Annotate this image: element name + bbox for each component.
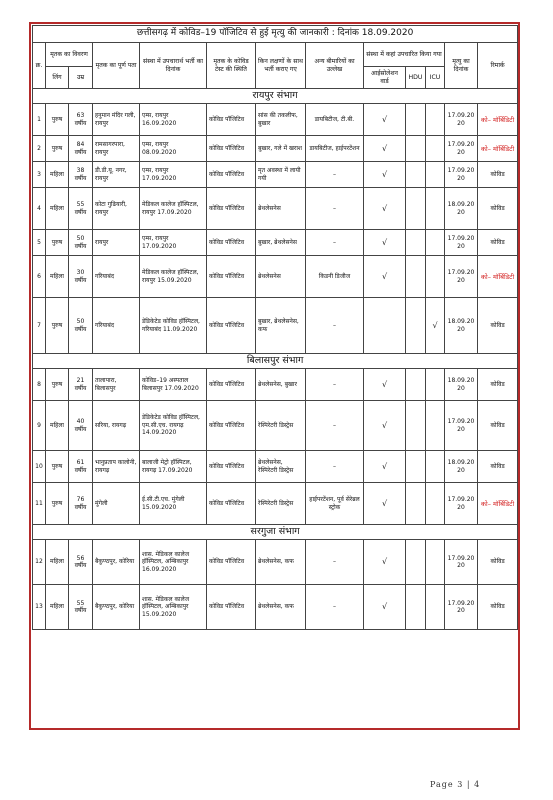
- row-isolation: √: [364, 401, 406, 451]
- row-remark: को– मॉर्बिडिटी: [478, 136, 518, 162]
- row-remark: कोविड: [478, 230, 518, 256]
- division-heading: बिलासपुर संभाग: [33, 354, 518, 369]
- row-address: बैकुण्ठपुर, कोरिया: [93, 585, 140, 630]
- row-test-status: कोविड पॉजिटिव: [207, 401, 256, 451]
- row-isolation: √: [364, 188, 406, 230]
- row-icu: [426, 162, 445, 188]
- row-icu: [426, 136, 445, 162]
- row-isolation: √: [364, 540, 406, 585]
- header-deceased-details: मृतक का विवरण: [46, 43, 93, 67]
- row-remark: कोविड: [478, 585, 518, 630]
- row-symptoms: रेस्पिरेटरी डिस्ट्रेस: [256, 401, 306, 451]
- row-hdu: [406, 540, 426, 585]
- row-icu: [426, 451, 445, 483]
- row-hdu: [406, 136, 426, 162]
- header-hdu: HDU: [406, 67, 426, 89]
- row-address: गरियाबंद: [93, 298, 140, 354]
- row-test-status: कोविड पॉजिटिव: [207, 256, 256, 298]
- row-remark: कोविड: [478, 188, 518, 230]
- row-admit-date: कोविड–19 अस्पताल बिलासपुर 17.09.2020: [140, 369, 207, 401]
- row-admit-date: बालाजी मेट्रो हॉस्पिटल, रायगढ़ 17.09.2020: [140, 451, 207, 483]
- row-symptoms: बुखार, ब्रेथलेसनेस: [256, 230, 306, 256]
- table-row: [33, 104, 518, 136]
- row-admit-date: एम्स, रायपुर 17.09.2020: [140, 230, 207, 256]
- table-row: [33, 162, 518, 188]
- covid-death-table: [32, 25, 518, 630]
- row-age: 61 वर्षीय: [69, 451, 93, 483]
- header-icu: ICU: [426, 67, 445, 89]
- row-isolation: √: [364, 369, 406, 401]
- row-sno: 11: [33, 483, 46, 525]
- row-other-diseases: –: [306, 540, 364, 585]
- division-heading: सरगुजा संभाग: [33, 525, 518, 540]
- row-admit-date: एम्स, रायपुर 17.09.2020: [140, 162, 207, 188]
- table-row: [33, 188, 518, 230]
- row-isolation: √: [364, 585, 406, 630]
- row-age: 50 वर्षीय: [69, 298, 93, 354]
- row-test-status: कोविड पॉजिटिव: [207, 585, 256, 630]
- row-sno: 9: [33, 401, 46, 451]
- row-age: 84 वर्षीय: [69, 136, 93, 162]
- row-address: सरिया, रायगढ़: [93, 401, 140, 451]
- row-other-diseases: हाईपरटेंशन, पूर्व सेरेब्रल स्ट्रोक: [306, 483, 364, 525]
- row-sno: 3: [33, 162, 46, 188]
- row-death-date: 17.09.2020: [445, 256, 478, 298]
- row-icu: [426, 540, 445, 585]
- row-gender: पुरुष: [46, 136, 69, 162]
- row-remark: को– मॉर्बिडिटी: [478, 483, 518, 525]
- row-remark: को– मॉर्बिडिटी: [478, 104, 518, 136]
- row-admit-date: डेडिकेटेड कोविड हॉस्पिटल, गरियाबंद 11.09.2020: [140, 298, 207, 354]
- row-gender: महिला: [46, 401, 69, 451]
- row-admit-date: एम्स, रायपुर 08.09.2020: [140, 136, 207, 162]
- header-symptoms: किन लक्षणों के साथ भर्ती कराए गए: [256, 43, 306, 89]
- row-remark: कोविड: [478, 369, 518, 401]
- row-sno: 6: [33, 256, 46, 298]
- row-isolation: √: [364, 451, 406, 483]
- row-address: रामसागरपारा, रायपुर: [93, 136, 140, 162]
- row-symptoms: ब्रेथलेसनेस: [256, 188, 306, 230]
- row-symptoms: सांस की तकलीफ, बुखार: [256, 104, 306, 136]
- row-other-diseases: डायबिटीज, हाईपरटेंशन: [306, 136, 364, 162]
- row-age: 56 वर्षीय: [69, 540, 93, 585]
- row-symptoms: रेस्पिरेटरी डिस्ट्रेस: [256, 483, 306, 525]
- table-row: [33, 401, 518, 451]
- row-gender: पुरुष: [46, 369, 69, 401]
- row-hdu: [406, 188, 426, 230]
- row-address: हनुमान मंदिर गली, रायपुर: [93, 104, 140, 136]
- row-death-date: 17.09.2020: [445, 540, 478, 585]
- row-test-status: कोविड पॉजिटिव: [207, 104, 256, 136]
- row-gender: पुरुष: [46, 451, 69, 483]
- row-hdu: [406, 104, 426, 136]
- table-row: [33, 483, 518, 525]
- row-hdu: [406, 298, 426, 354]
- row-age: 30 वर्षीय: [69, 256, 93, 298]
- row-other-diseases: –: [306, 401, 364, 451]
- row-symptoms: ब्रेथलेसनेस, कफ: [256, 540, 306, 585]
- row-icu: [426, 256, 445, 298]
- row-death-date: 18.09.2020: [445, 298, 478, 354]
- row-other-diseases: –: [306, 162, 364, 188]
- row-other-diseases: –: [306, 298, 364, 354]
- row-sno: 10: [33, 451, 46, 483]
- row-death-date: 17.09.2020: [445, 585, 478, 630]
- row-symptoms: ब्रेथलेसनेस, रेस्पिरेटरी डिस्ट्रेस: [256, 451, 306, 483]
- row-admit-date: शास. मेडिकल कालेज हॉस्पिटल, अम्बिकापुर 15.09.2020: [140, 585, 207, 630]
- header-sno: क्र.: [33, 43, 46, 89]
- row-death-date: 17.09.2020: [445, 104, 478, 136]
- row-gender: पुरुष: [46, 104, 69, 136]
- row-address: कोटा गुढियारी, रायपुर: [93, 188, 140, 230]
- row-gender: पुरुष: [46, 298, 69, 354]
- row-death-date: 17.09.2020: [445, 136, 478, 162]
- row-test-status: कोविड पॉजिटिव: [207, 162, 256, 188]
- row-gender: महिला: [46, 162, 69, 188]
- row-sno: 12: [33, 540, 46, 585]
- row-age: 38 वर्षीय: [69, 162, 93, 188]
- row-address: डी.डी.यू. नगर, रायपुर: [93, 162, 140, 188]
- row-age: 76 वर्षीय: [69, 483, 93, 525]
- row-sno: 4: [33, 188, 46, 230]
- row-other-diseases: डायबिटीज, टी.बी.: [306, 104, 364, 136]
- row-age: 40 वर्षीय: [69, 401, 93, 451]
- table-row: [33, 451, 518, 483]
- row-address: भानुप्रताप कालोनी, रायगढ़: [93, 451, 140, 483]
- row-icu: [426, 188, 445, 230]
- table-row: [33, 256, 518, 298]
- row-age: 63 वर्षीय: [69, 104, 93, 136]
- row-address: मुंगेली: [93, 483, 140, 525]
- row-test-status: कोविड पॉजिटिव: [207, 188, 256, 230]
- row-age: 55 वर्षीय: [69, 188, 93, 230]
- row-death-date: 17.09.2020: [445, 162, 478, 188]
- row-test-status: कोविड पॉजिटिव: [207, 369, 256, 401]
- table-row: [33, 136, 518, 162]
- table-row: [33, 540, 518, 585]
- row-icu: [426, 104, 445, 136]
- row-address: बैकुण्ठपुर, कोरिया: [93, 540, 140, 585]
- row-gender: महिला: [46, 188, 69, 230]
- row-address: तालापारा, बिलासपुर: [93, 369, 140, 401]
- header-isolation: आईसोलेशन वार्ड: [364, 67, 406, 89]
- row-other-diseases: –: [306, 451, 364, 483]
- row-address: रायपुर: [93, 230, 140, 256]
- row-test-status: कोविड पॉजिटिव: [207, 136, 256, 162]
- row-test-status: कोविड पॉजिटिव: [207, 230, 256, 256]
- row-icu: [426, 401, 445, 451]
- header-gender: लिंग: [46, 67, 69, 89]
- row-sno: 5: [33, 230, 46, 256]
- row-symptoms: ब्रेथलेसनेस: [256, 256, 306, 298]
- row-hdu: [406, 401, 426, 451]
- header-address: मृतक का पूर्ण पता: [93, 43, 140, 89]
- row-gender: पुरुष: [46, 230, 69, 256]
- row-icu: [426, 369, 445, 401]
- row-age: 55 वर्षीय: [69, 585, 93, 630]
- row-admit-date: ई.सी.टी.एच. मुंगेली 15.09.2020: [140, 483, 207, 525]
- table-row: [33, 230, 518, 256]
- row-other-diseases: किडनी डिजीज: [306, 256, 364, 298]
- row-age: 50 वर्षीय: [69, 230, 93, 256]
- row-other-diseases: –: [306, 230, 364, 256]
- row-hdu: [406, 585, 426, 630]
- header-death-date: मृत्यु का दिनांक: [445, 43, 478, 89]
- row-symptoms: बुखार, गले में खराश: [256, 136, 306, 162]
- row-sno: 7: [33, 298, 46, 354]
- row-icu: [426, 483, 445, 525]
- row-death-date: 18.09.2020: [445, 369, 478, 401]
- row-remark: कोविड: [478, 451, 518, 483]
- header-admit-date: संस्था में उपचारार्थ भर्ती का दिनांक: [140, 43, 207, 89]
- row-remark: को– मॉर्बिडिटी: [478, 256, 518, 298]
- row-address: गरियाबंद: [93, 256, 140, 298]
- header-treatment: संस्था में कहां उपचारित किया गया: [364, 43, 445, 67]
- row-hdu: [406, 451, 426, 483]
- row-sno: 1: [33, 104, 46, 136]
- table-row: [33, 369, 518, 401]
- header-age: उम्र: [69, 67, 93, 89]
- row-remark: कोविड: [478, 540, 518, 585]
- row-death-date: 17.09.2020: [445, 230, 478, 256]
- division-heading: रायपुर संभाग: [33, 89, 518, 104]
- row-test-status: कोविड पॉजिटिव: [207, 483, 256, 525]
- row-other-diseases: –: [306, 585, 364, 630]
- row-symptoms: बुखार, ब्रेथलेसनेस, कफ: [256, 298, 306, 354]
- row-icu: [426, 230, 445, 256]
- row-hdu: [406, 162, 426, 188]
- row-death-date: 18.09.2020: [445, 188, 478, 230]
- row-isolation: [364, 298, 406, 354]
- row-gender: पुरुष: [46, 483, 69, 525]
- row-symptoms: मृत अवस्था में लायी गयी: [256, 162, 306, 188]
- row-gender: महिला: [46, 540, 69, 585]
- row-icu: √: [426, 298, 445, 354]
- row-isolation: √: [364, 104, 406, 136]
- row-admit-date: एम्स, रायपुर 16.09.2020: [140, 104, 207, 136]
- row-age: 21 वर्षीय: [69, 369, 93, 401]
- row-isolation: √: [364, 136, 406, 162]
- row-death-date: 17.09.2020: [445, 401, 478, 451]
- row-test-status: कोविड पॉजिटिव: [207, 298, 256, 354]
- row-isolation: √: [364, 230, 406, 256]
- row-isolation: √: [364, 483, 406, 525]
- row-symptoms: ब्रेथलेसनेस, कफ: [256, 585, 306, 630]
- row-other-diseases: –: [306, 188, 364, 230]
- row-other-diseases: –: [306, 369, 364, 401]
- row-test-status: कोविड पॉजिटिव: [207, 540, 256, 585]
- row-test-status: कोविड पॉजिटिव: [207, 451, 256, 483]
- row-isolation: √: [364, 256, 406, 298]
- header-remark: रिमार्क: [478, 43, 518, 89]
- row-sno: 2: [33, 136, 46, 162]
- row-sno: 13: [33, 585, 46, 630]
- row-admit-date: मेडिकल कालेज हॉस्पिटल, रायपुर 15.09.2020: [140, 256, 207, 298]
- table-title: छत्तीसगढ़ में कोविड–19 पॉजिटिव से हुई मृत्यु की जानकारी : दिनांक 18.09.2020: [33, 26, 518, 43]
- header-test-status: मृतक के कोविड टेस्ट की स्थिति: [207, 43, 256, 89]
- row-hdu: [406, 483, 426, 525]
- row-death-date: 17.09.2020: [445, 483, 478, 525]
- row-hdu: [406, 230, 426, 256]
- row-admit-date: डेडिकेटेड कोविड हॉस्पिटल, एम.सी.एच. रायगढ़ 14.09.2020: [140, 401, 207, 451]
- row-remark: कोविड: [478, 298, 518, 354]
- page-number: Page 3 | 4: [430, 780, 481, 789]
- row-remark: कोविड: [478, 162, 518, 188]
- header-other-diseases: अन्य बीमारियों का उल्लेख: [306, 43, 364, 89]
- row-remark: कोविड: [478, 401, 518, 451]
- row-symptoms: ब्रेथलेसनेस, बुखार: [256, 369, 306, 401]
- row-sno: 8: [33, 369, 46, 401]
- row-admit-date: शास. मेडिकल कालेज हॉस्पिटल, अम्बिकापुर 16.09.2020: [140, 540, 207, 585]
- row-hdu: [406, 369, 426, 401]
- row-hdu: [406, 256, 426, 298]
- table-row: [33, 298, 518, 354]
- row-admit-date: मेडिकल कालेज हॉस्पिटल, रायपुर 17.09.2020: [140, 188, 207, 230]
- row-gender: महिला: [46, 256, 69, 298]
- row-icu: [426, 585, 445, 630]
- row-death-date: 18.09.2020: [445, 451, 478, 483]
- row-isolation: √: [364, 162, 406, 188]
- row-gender: महिला: [46, 585, 69, 630]
- table-row: [33, 585, 518, 630]
